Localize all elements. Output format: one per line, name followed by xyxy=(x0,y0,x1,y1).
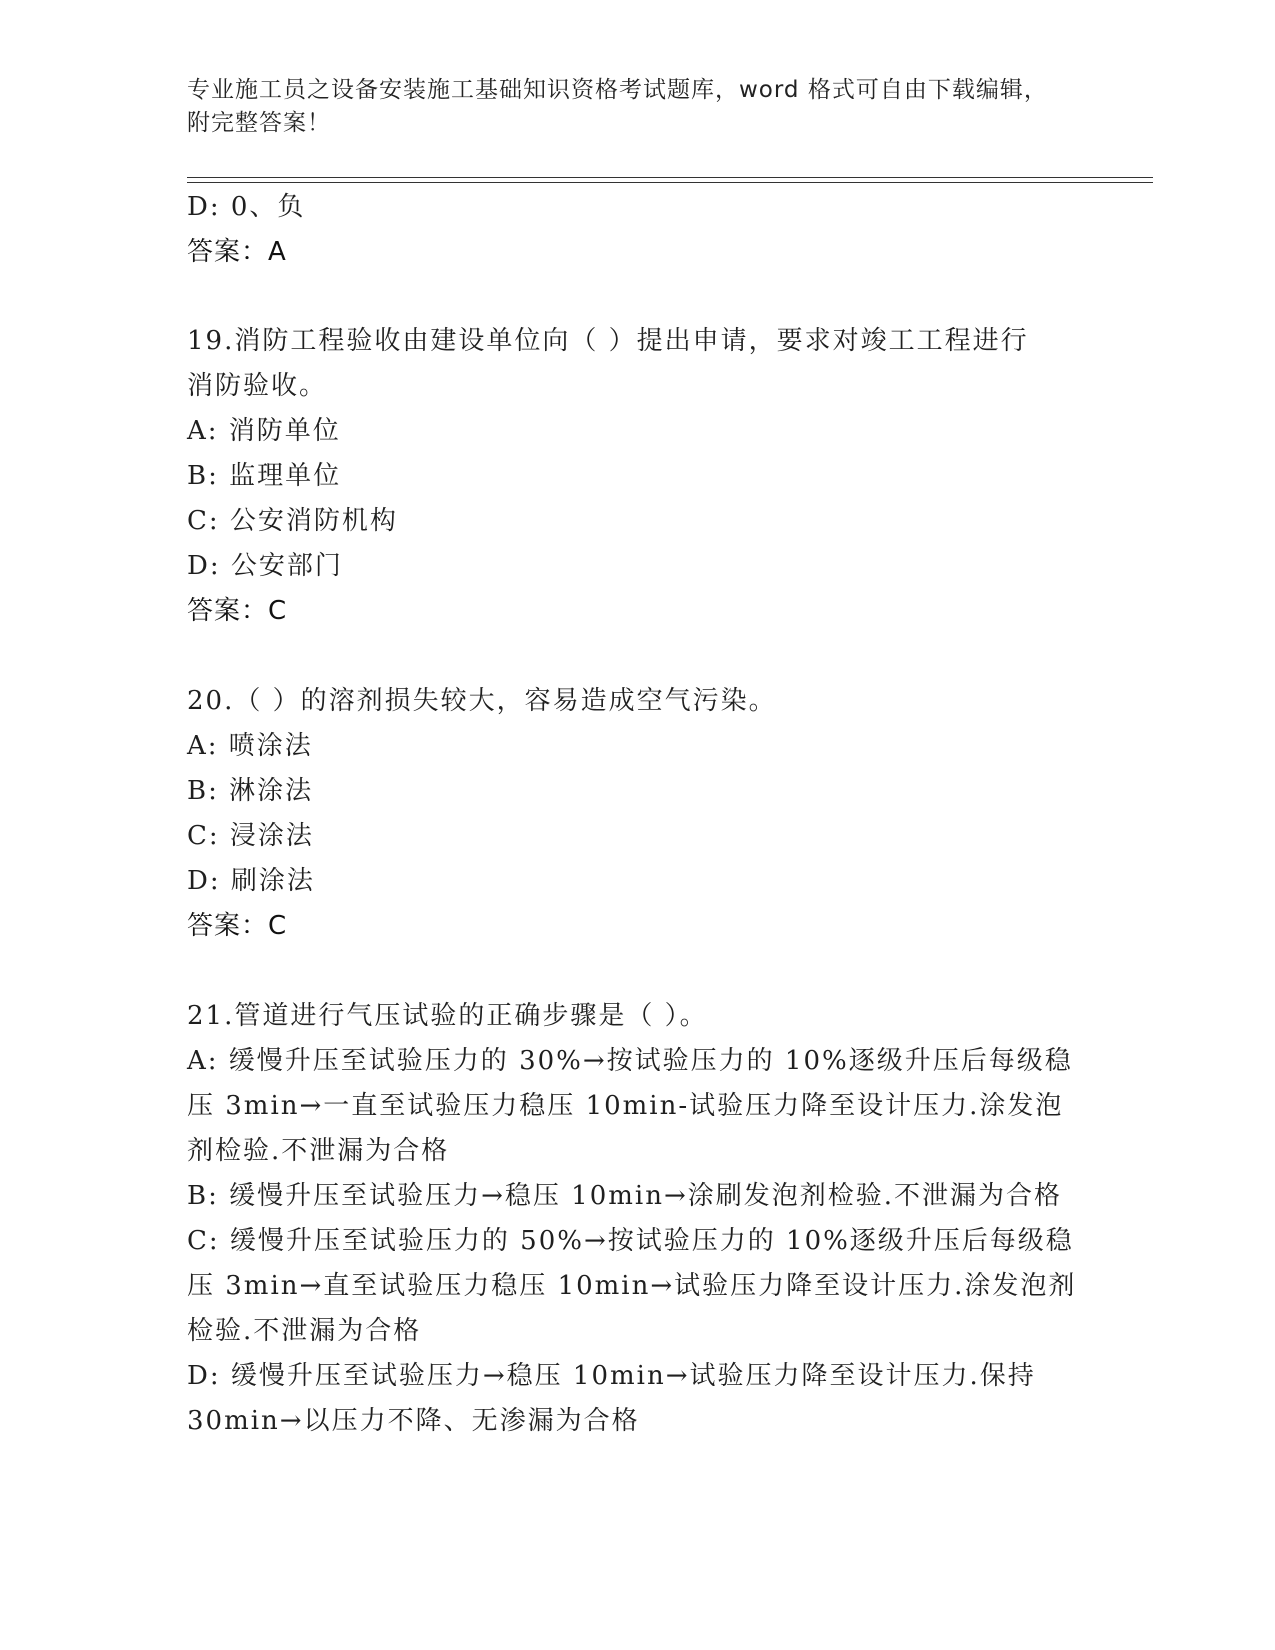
q19-option-d: D: 公安部门 xyxy=(187,551,343,581)
q20-option-a: A: 喷涂法 xyxy=(187,731,313,761)
q20-stem: 20.（ ）的溶剂损失较大，容易造成空气污染。 xyxy=(187,686,777,716)
q20-answer: 答案：C xyxy=(187,911,288,941)
q19-answer: 答案：C xyxy=(187,596,288,626)
q19-stem-line-1: 19.消防工程验收由建设单位向（ ）提出申请，要求对竣工工程进行 xyxy=(187,326,1029,356)
document-header xyxy=(187,74,1067,140)
q19-option-a: A: 消防单位 xyxy=(187,416,341,446)
header-divider-top xyxy=(187,177,1153,178)
q21-option-c-line-2: 压 3min→直至试验压力稳压 10min→试验压力降至设计压力.涂发泡剂 xyxy=(187,1271,1077,1301)
q20-option-d: D: 刷涂法 xyxy=(187,866,315,896)
prev-option-d: D: 0、负 xyxy=(187,192,306,222)
q21-option-a-line-2: 压 3min→一直至试验压力稳压 10min-试验压力降至设计压力.涂发泡 xyxy=(187,1091,1064,1121)
q20-option-b: B: 淋涂法 xyxy=(187,776,314,806)
q20-option-c: C: 浸涂法 xyxy=(187,821,314,851)
q21-option-a-line-1: A: 缓慢升压至试验压力的 30%→按试验压力的 10%逐级升压后每级稳 xyxy=(187,1046,1073,1076)
q21-option-d-line-2: 30min→以压力不降、无渗漏为合格 xyxy=(187,1406,640,1436)
q19-option-c: C: 公安消防机构 xyxy=(187,506,398,536)
q21-option-b: B: 缓慢升压至试验压力→稳压 10min→涂刷发泡剂检验.不泄漏为合格 xyxy=(187,1181,1063,1211)
q19-stem-line-2: 消防验收。 xyxy=(187,371,328,401)
header-divider-bottom xyxy=(187,182,1153,183)
q21-option-c-line-1: C: 缓慢升压至试验压力的 50%→按试验压力的 10%逐级升压后每级稳 xyxy=(187,1226,1074,1256)
q21-option-a-line-3: 剂检验.不泄漏为合格 xyxy=(187,1136,450,1166)
q19-option-b: B: 监理单位 xyxy=(187,461,342,491)
q21-stem: 21.管道进行气压试验的正确步骤是（ ）。 xyxy=(187,1001,708,1031)
q21-option-d-line-1: D: 缓慢升压至试验压力→稳压 10min→试验压力降至设计压力.保持 xyxy=(187,1361,1036,1391)
header-title-line-1: 专业施工员之设备安装施工基础知识资格考试题库，word 格式可自由下载编辑， xyxy=(187,77,1048,103)
q21-option-c-line-3: 检验.不泄漏为合格 xyxy=(187,1316,422,1346)
header-title-line-2: 附完整答案！ xyxy=(187,110,331,136)
prev-answer: 答案：A xyxy=(187,237,287,267)
